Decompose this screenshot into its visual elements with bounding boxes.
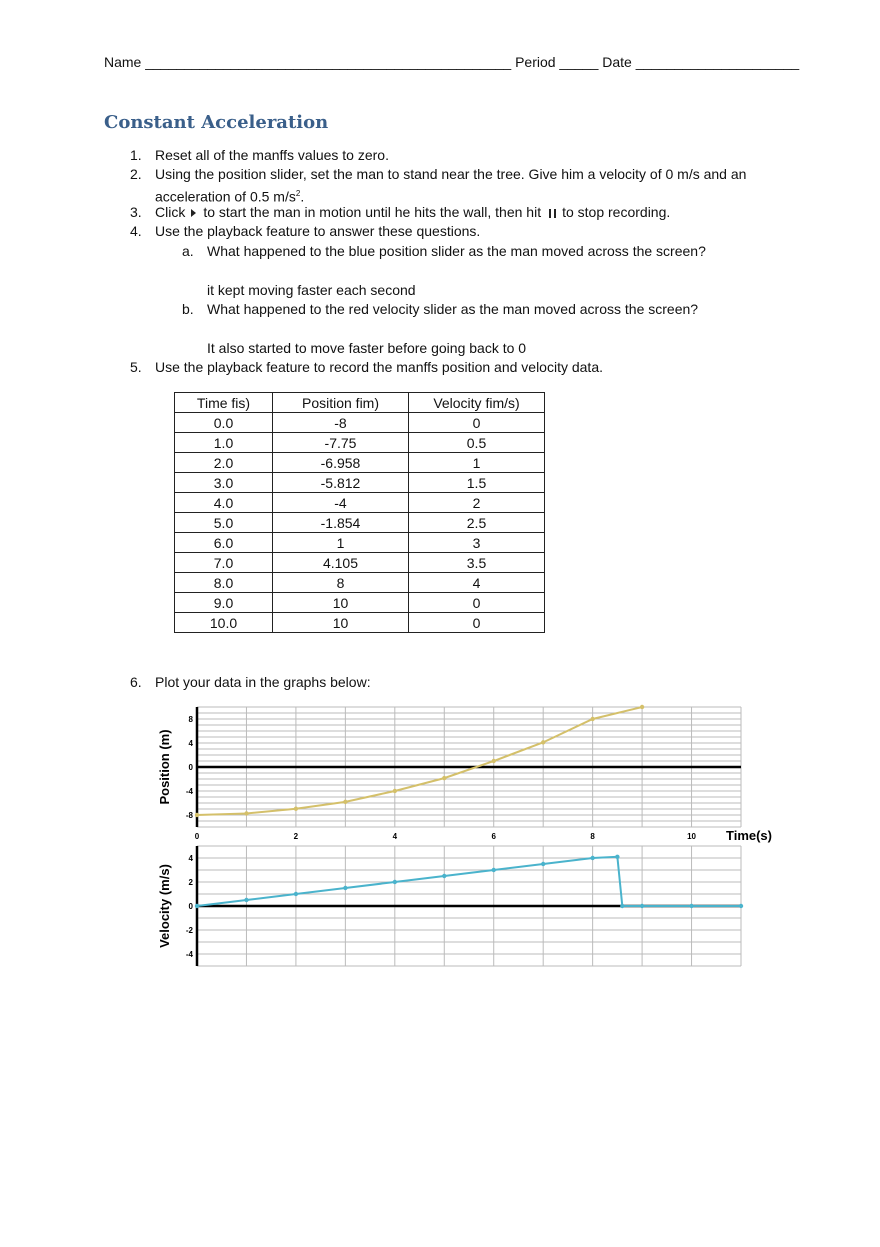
cell-time[interactable]: 7.0 — [175, 553, 273, 573]
y-axis-label: Position (m) — [157, 729, 172, 805]
question-b-answer[interactable]: It also started to move faster before going back to 0 — [207, 340, 527, 356]
data-point — [343, 886, 347, 890]
cell-time[interactable]: 8.0 — [175, 573, 273, 593]
data-point — [541, 862, 545, 866]
step-5-number: 5. — [130, 359, 142, 375]
x-tick-label: 10 — [687, 832, 696, 841]
step-3-post: to stop recording. — [562, 204, 671, 220]
cell-position[interactable]: 10 — [273, 613, 409, 633]
cell-position[interactable]: -5.812 — [273, 473, 409, 493]
cell-velocity[interactable]: 2.5 — [409, 513, 545, 533]
data-point — [294, 807, 298, 811]
data-point — [492, 759, 496, 763]
data-point — [442, 874, 446, 878]
step-3-mid: to start the man in motion until he hits the wall, then hit — [203, 204, 542, 220]
y-tick-label: -4 — [185, 950, 193, 959]
data-point — [195, 904, 199, 908]
question-a-text: What happened to the blue position slider as the man moved across the screen? — [207, 243, 706, 259]
name-period-date-line: Name _______________________________________________ Period _____ Date _____________________ — [104, 54, 800, 70]
series-line — [197, 857, 741, 906]
y-tick-label: 4 — [188, 854, 193, 863]
y-tick-label: 8 — [188, 715, 193, 724]
y-tick-label: 4 — [188, 739, 193, 748]
step-3-number: 3. — [130, 204, 142, 220]
data-point — [739, 904, 743, 908]
cell-velocity[interactable]: 4 — [409, 573, 545, 593]
y-tick-label: 2 — [188, 878, 193, 887]
y-axis-label: Velocity (m/s) — [157, 864, 172, 948]
data-point — [590, 717, 594, 721]
step-2-superscript: 2 — [295, 189, 301, 198]
position-chart — [157, 705, 772, 843]
step-6-number: 6. — [130, 674, 142, 690]
step-4-text: Use the playback feature to answer these questions. — [155, 223, 481, 239]
x-tick-label: 8 — [590, 832, 595, 841]
data-point — [615, 855, 619, 859]
cell-time[interactable]: 1.0 — [175, 433, 273, 453]
question-a-letter: a. — [182, 243, 194, 259]
data-point — [442, 776, 446, 780]
question-a-answer[interactable]: it kept moving faster each second — [207, 282, 416, 298]
cell-position[interactable]: -6.958 — [273, 453, 409, 473]
cell-time[interactable]: 0.0 — [175, 413, 273, 433]
step-1-text: Reset all of the manffs values to zero. — [155, 147, 389, 163]
velocity-chart — [157, 846, 743, 966]
cell-time[interactable]: 9.0 — [175, 593, 273, 613]
data-point — [195, 813, 199, 817]
header-time: Time fis) — [175, 393, 273, 413]
data-point — [244, 898, 248, 902]
data-point — [492, 868, 496, 872]
cell-velocity[interactable]: 2 — [409, 493, 545, 513]
cell-position[interactable]: 10 — [273, 593, 409, 613]
cell-position[interactable]: -8 — [273, 413, 409, 433]
header-velocity: Velocity fim/s) — [409, 393, 545, 413]
step-2-cont-text: acceleration of 0.5 m/s — [155, 188, 296, 205]
cell-velocity[interactable]: 0 — [409, 613, 545, 633]
cell-velocity[interactable]: 3.5 — [409, 553, 545, 573]
step-2-text: Using the position slider, set the man to stand near the tree. Give him a velocity of 0 m/s and an — [155, 166, 747, 182]
data-point — [640, 904, 644, 908]
cell-velocity[interactable]: 0 — [409, 593, 545, 613]
cell-time[interactable]: 6.0 — [175, 533, 273, 553]
cell-time[interactable]: 5.0 — [175, 513, 273, 533]
header-position: Position fim) — [273, 393, 409, 413]
x-tick-label: 2 — [293, 832, 299, 841]
cell-position[interactable]: 8 — [273, 573, 409, 593]
data-point — [590, 856, 594, 860]
cell-position[interactable]: 4.105 — [273, 553, 409, 573]
x-tick-label: 6 — [491, 832, 496, 841]
data-point — [393, 880, 397, 884]
data-point — [393, 789, 397, 793]
x-tick-label: 0 — [194, 832, 200, 841]
data-point — [640, 705, 644, 709]
page-title: Constant Acceleration — [104, 112, 329, 133]
question-b-text: What happened to the red velocity slider as the man moved across the screen? — [207, 301, 699, 317]
y-tick-label: -2 — [185, 926, 193, 935]
cell-time[interactable]: 4.0 — [175, 493, 273, 513]
cell-position[interactable]: -1.854 — [273, 513, 409, 533]
data-point — [294, 892, 298, 896]
y-tick-label: 0 — [188, 902, 193, 911]
y-tick-label: -4 — [185, 787, 193, 796]
step-2-number: 2. — [130, 166, 142, 182]
cell-velocity[interactable]: 1 — [409, 453, 545, 473]
step-2-cont-end: . — [300, 188, 305, 205]
data-point — [620, 904, 624, 908]
cell-velocity[interactable]: 0.5 — [409, 433, 545, 453]
question-b-letter: b. — [182, 301, 194, 317]
x-axis-label: Time(s) — [726, 828, 772, 843]
data-point — [244, 811, 248, 815]
y-tick-label: 0 — [188, 763, 193, 772]
cell-velocity[interactable]: 3 — [409, 533, 545, 553]
step-1-number: 1. — [130, 147, 142, 163]
cell-velocity[interactable]: 1.5 — [409, 473, 545, 493]
step-3-pre: Click — [155, 204, 186, 220]
data-point — [541, 740, 545, 744]
cell-position[interactable]: -7.75 — [273, 433, 409, 453]
y-tick-label: -8 — [185, 811, 193, 820]
cell-velocity[interactable]: 0 — [409, 413, 545, 433]
cell-position[interactable]: 1 — [273, 533, 409, 553]
step-6-text: Plot your data in the graphs below: — [155, 674, 371, 690]
data-point — [689, 904, 693, 908]
cell-time[interactable]: 10.0 — [175, 613, 273, 633]
cell-time[interactable]: 3.0 — [175, 473, 273, 493]
cell-time[interactable]: 2.0 — [175, 453, 273, 473]
step-5-text: Use the playback feature to record the manffs position and velocity data. — [155, 359, 603, 375]
step-4-number: 4. — [130, 223, 142, 239]
x-tick-label: 4 — [392, 832, 398, 841]
data-point — [343, 800, 347, 804]
cell-position[interactable]: -4 — [273, 493, 409, 513]
